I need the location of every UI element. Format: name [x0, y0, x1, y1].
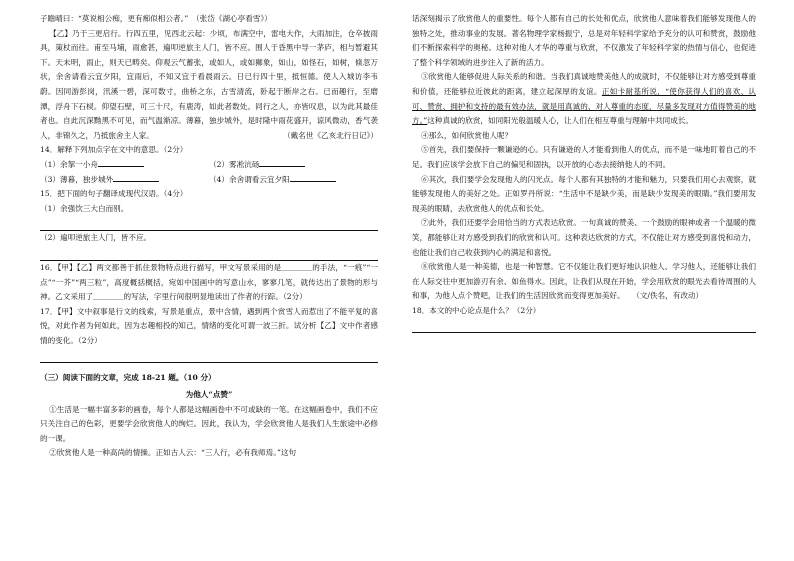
q14-item-1: （1）余挐一小舟 [40, 159, 98, 169]
article-paragraph-6: ⑥其次，我们要学会发现他人的闪光点。每个人都有其独特的才能和魅力，只要我们用心去观察，就能够发现他人的美好之处。正如罗丹所说：“生活中不是缺少美，而是缺少发现美的眼睛。”我们要用发现美的眼睛，去欣赏他人的优点和长处。 [412, 174, 756, 213]
answer-blank[interactable] [113, 173, 159, 182]
passage-yi: 【乙】乃于三更启行。行四五里，见西北云起：少顷，布满空中，雷电大作，大雨加注，仓卒披雨具，策杖而往。甫至马埔，雨愈甚，遍叩逆旅主人门，皆不应。围人于昏黑中导一茅庐，相与暂避其下。天未明，雨止，则天已畴矣。仰观云气蓄张，或如人，或如狮象，如山，如怪石，如树，倏忽万状，余舍请看云宜夕阳，宜雨后，不知又宜于看晨雨云。日已行四十里，抵恒德。使人入城访李韦蔚。因同游彭岗，汛溪一碧，深可数寸，曲桥之东，古雪清流，卧起于断岸之右。已而趣行，至磨潭，浮舟下石棂。仰望石壁，可三十尺，有鹿涛，如此者数处。同行之人，亦皆叹息，以为此其最佳者也。自此沉深黝黑不可见，而气温渐凉。薄暮，独步城外，是时隆中雨花盛开，谅风微动，香气袭人，非锦久之，乃抵旅舍主人家。 [40, 28, 378, 140]
section-3-heading: （三）阅读下面的文章，完成 18-21 题。（10 分） [40, 373, 216, 383]
q14-row-1 [40, 158, 378, 173]
article-paragraph-8: ⑧欣赏他人是一种美德，也是一种智慧。它不仅能让我们更好地认识他人、学习他人，还能够让我们在人际交往中更加游刃有余、如鱼得水。因此，让我们从现在开始，学会用欣赏的眼光去看待周围的人和事，为他人点个赞吧，让我们的生活因欣赏而变得更加美好。 （文/佚名，有改动） [412, 262, 756, 301]
q14-item-4: （4）余舍谓看云宜夕阳 [209, 174, 290, 184]
q15-item-1: （1）余强饮三大白而别。 [40, 203, 129, 213]
left-column [40, 12, 378, 461]
q14-item-2: （2）雾凇沆砀 [209, 159, 260, 169]
article-paragraph-2-cont: 话深刻揭示了欣赏他人的重要性。每个人都有自己的长处和优点，欣赏他人意味着我们能够发现他人的独特之处，推动事业的发展。著名物理学家杨振宁，总是对年轻科学家给予充分的认可和赞赏，鼓励他们不断探索科学的奥秘。这种对他人才华的尊重与欣赏，不仅激发了年轻科学家的热情与信心，也促进了整个科学领域的进步注入了新的活力。 [412, 14, 756, 67]
right-column [412, 12, 756, 333]
question-17: 17．【甲】文中叙事是行文的线索，写景是重点，景中含情，遇到两个赏雪人而惹出了不能平复的喜悦，对此作者为何如此，因为志趣相投的知己，情绪的变化可谓一波三折。试分析【乙】文中作者感情的变化。（2分） [40, 306, 378, 345]
article-title: 为他人“点赞” [185, 390, 233, 400]
article-paragraph-4: ④那么，如何欣赏他人呢？ [421, 130, 513, 140]
answer-line[interactable] [40, 216, 378, 231]
answer-blank[interactable] [98, 158, 144, 167]
paragraph-3-end: 这种真诚的欣赏，如同阳光般温暖人心，让人们在相互尊重与理解中共同成长。 [427, 116, 694, 126]
answer-line[interactable] [412, 318, 756, 333]
q14-item-3: （3）薄暮，独步城外 [40, 174, 114, 184]
answer-line[interactable] [40, 246, 378, 261]
article-paragraph-3 [412, 70, 756, 128]
passage-source: （戴名世《乙亥北行日记》） [283, 130, 378, 140]
answer-blank[interactable] [290, 173, 336, 182]
article-paragraph-2: ②欣赏他人是一种高尚的情操。正如古人云：“三人行，必有我师焉。”这句 [49, 448, 297, 458]
q14-row-2 [40, 173, 378, 188]
article-paragraph-1: ①生活是一幅丰富多彩的画卷，每个人都是这幅画卷中不可或缺的一笔。在这幅画卷中，我们不应只关注自己的色彩，更要学会欣赏他人的绚烂。因此，我认为，学会欣赏他人是我们人生旅途中必修的一课。 [40, 404, 378, 443]
answer-blank[interactable] [259, 158, 305, 167]
question-16: 16．【甲】【乙】两文都善于抓住景物特点进行描写，甲文写景采用的是＿＿＿＿的手法，“一痕”“一点”“一芥”“两三粒”，高度概括概括，宛如中国画中的写意山水，寥寥几笔，就传达出了景物的形与神。乙文采用了＿＿＿＿的写法，字里行间很明显地读出了作者的行踪。（2分） [40, 262, 378, 302]
answer-line[interactable] [40, 348, 378, 363]
question-15: 15．把下面的句子翻译成现代汉语。（4分） [40, 189, 188, 199]
question-14: 14．解释下列加点字在文中的意思。（2分） [40, 145, 188, 155]
underlined-quote: 正如卡耐基所说，“使你获得人们的喜欢、认可、赞赏、拥护和支持的最有效办法，就是用真诚的、对人尊重的态度，尽量多发现对方值得赞美的地方。” [412, 86, 756, 126]
quote-paragraph: 子瞻晴曰：“莫说相公痴，更有痴似相公者。” （张岱《湖心亭看雪》） [40, 14, 272, 23]
article-paragraph-5: ⑤首先，我们要保持一颗谦逊的心。只有谦逊的人才能看到他人的优点，而不是一味地盯着自己的不足。我们应该学会放下自己的偏见和固执，以开放的心态去接纳他人的不同。 [412, 145, 756, 169]
paragraph-3-text: ③欣赏他人能够促进人际关系的和谐。当我们真诚地赞美他人的成就时，不仅能够让对方感受到尊重和价值，还能够拉近彼此的距离，建立起深厚的友谊。 [412, 72, 756, 96]
q15-item-2: （2）遍叩逆旅主人门，皆不应。 [40, 233, 152, 243]
article-paragraph-7: ⑦此外，我们还要学会用恰当的方式表达欣赏。一句真诚的赞美、一个鼓励的眼神或者一个温暖的微笑，都能够让对方感受到我们的欣赏和认可。这种表达欣赏的方式，不仅能让对方感受到喜悦和动力，也能让我们自己收获到内心的满足和喜悦。 [412, 218, 756, 257]
question-18: 18．本文的中心论点是什么？（2分） [412, 305, 541, 315]
